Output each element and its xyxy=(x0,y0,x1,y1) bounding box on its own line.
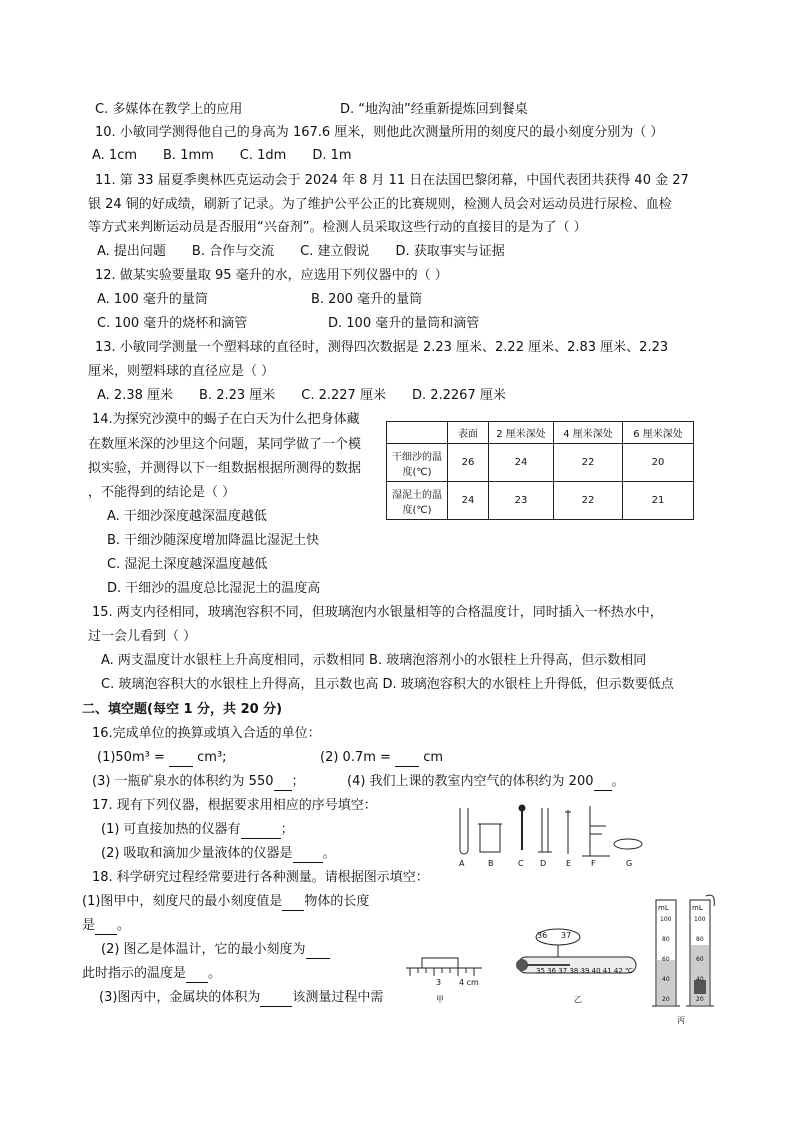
apparatus-label: E xyxy=(566,859,572,868)
question-16: 16.完成单位的换算或填入合适的单位： xyxy=(92,726,321,741)
question-11-options: A. 提出问题 B. 合作与交流 C. 建立假说 D. 获取事实与证据 xyxy=(97,244,505,259)
question-11-line1: 11. 第 33 届夏季奥林匹克运动会于 2024 年 8 月 11 日在法国巴黎闭幕，中国代表团共获得 40 金 27 xyxy=(95,173,689,188)
row-label: 湿泥土的温 度(℃) xyxy=(387,482,448,520)
cylinder-1-tick: 80 xyxy=(662,936,670,943)
question-12: 12. 做某实验要量取 95 毫升的水，应选用下列仪器中的（ ） xyxy=(95,268,448,283)
cylinder-1-tick: 40 xyxy=(662,976,670,983)
table-header-cell: 4 厘米深处 xyxy=(554,422,623,444)
question-13-line1: 13. 小敏同学测量一个塑料球的直径时，测得四次数据是 2.23 厘米、2.22 厘米、2.83 厘米、2.23 xyxy=(95,340,669,355)
figure-label-jia: 甲 xyxy=(436,995,444,1004)
table-cell: 26 xyxy=(448,444,489,482)
table-cell: 24 xyxy=(448,482,489,520)
apparatus-label: C xyxy=(518,859,524,868)
table-header-cell: 2 厘米深处 xyxy=(489,422,554,444)
figure-label-yi: 乙 xyxy=(574,995,582,1004)
evaporating-dish-icon xyxy=(614,839,642,849)
table-header-cell: 表面 xyxy=(448,422,489,444)
test-tube-icon xyxy=(460,808,468,854)
apparatus-label: A xyxy=(459,859,465,868)
question-16-4: (4) 我们上课的教室内空气的体积约为 200 。 xyxy=(347,774,625,789)
row-label: 干细沙的温 度(℃) xyxy=(387,444,448,482)
question-17-2: (2) 吸取和滴加少量液体的仪器是 。 xyxy=(101,846,336,861)
thermometer-figure xyxy=(508,925,638,985)
question-18-3: (3)图丙中，金属块的体积为 该测量过程中需 xyxy=(99,990,384,1005)
apparatus-figure xyxy=(450,800,650,870)
question-11-line3: 等方式来判断运动员是否服用“兴奋剂”。检测人员采取这些行动的直接目的是为了（ ） xyxy=(88,220,587,235)
question-13-options: A. 2.38 厘米 B. 2.23 厘米 C. 2.227 厘米 D. 2.2267 厘米 xyxy=(97,388,506,403)
question-12-option-c: C. 100 毫升的烧杯和滴管 xyxy=(97,316,248,331)
answer-blank[interactable] xyxy=(306,944,330,959)
answer-blank[interactable] xyxy=(95,920,117,935)
thermometer-zoom-label: 36 xyxy=(537,931,548,940)
table-cell: 22 xyxy=(554,444,623,482)
table-cell: 22 xyxy=(554,482,623,520)
table-header-cell xyxy=(387,422,448,444)
cylinder-unit: mL xyxy=(692,904,703,912)
cylinder-1-tick: 20 xyxy=(662,996,670,1003)
iron-stand-icon xyxy=(582,806,610,856)
cylinder-unit: mL xyxy=(658,904,669,912)
question-12-option-a: A. 100 毫升的量筒 xyxy=(97,292,208,307)
question-13-line2: 厘米，则塑料球的直径应是（ ） xyxy=(88,364,275,379)
question-14-line2: 在数厘米深的沙里这个问题，某同学做了一个模 xyxy=(88,437,362,452)
figure-label-bing: 丙 xyxy=(677,1016,685,1025)
cylinder-2-tick: 80 xyxy=(696,936,704,943)
question-18-1-cont: 是 。 xyxy=(82,918,131,933)
thermometer-zoom-label: 37 xyxy=(561,931,572,940)
question-18-1: (1)图甲中，刻度尺的最小刻度值是 物体的长度 xyxy=(82,894,370,909)
table-cell: 23 xyxy=(489,482,554,520)
dropper-icon xyxy=(565,810,571,854)
answer-blank[interactable] xyxy=(186,968,208,983)
question-14-line1: 14.为探究沙漠中的蝎子在白天为什么把身体藏 xyxy=(92,412,360,427)
answer-blank[interactable] xyxy=(594,776,612,791)
question-14-line4: ，不能得到的结论是（ ） xyxy=(88,485,236,500)
question-14-line3: 拟实验，并测得以下一组数据根据所测得的数据 xyxy=(88,461,362,476)
question-17: 17. 现有下列仪器，根据要求用相应的序号填空： xyxy=(92,798,377,813)
answer-blank[interactable] xyxy=(274,776,292,791)
table-header-cell: 6 厘米深处 xyxy=(623,422,694,444)
answer-blank[interactable] xyxy=(395,752,419,767)
graduated-cylinder-icon xyxy=(542,808,548,852)
question-12-option-b: B. 200 毫升的量筒 xyxy=(311,292,423,307)
question-14-option-c: C. 湿泥土深度越深温度越低 xyxy=(107,557,268,572)
answer-blank[interactable] xyxy=(260,992,292,1007)
section-2-heading: 二、填空题(每空 1 分，共 20 分) xyxy=(82,702,283,717)
table-cell: 24 xyxy=(489,444,554,482)
question-15-options-cd: C. 玻璃泡容积大的水银柱上升得高，且示数也高 D. 玻璃泡容积大的水银柱上升得低，但示数要低点 xyxy=(101,677,674,692)
apparatus-label: D xyxy=(540,859,547,868)
option-c-line: C. 多媒体在教学上的应用 xyxy=(95,102,243,117)
thermometer-scale: 35 36 37 38 39 40 41 42 ℃ xyxy=(536,967,633,975)
question-14-option-a: A. 干细沙深度越深温度越低 xyxy=(107,509,267,524)
table-row xyxy=(387,482,694,520)
answer-blank[interactable] xyxy=(282,896,304,911)
question-15-options-ab: A. 两支温度计水银柱上升高度相同，示数相同 B. 玻璃泡溶剂小的水银柱上升得高，但示数相同 xyxy=(101,653,647,668)
question-16-1: (1)50m³ = cm³; xyxy=(97,750,227,765)
cylinder-2-tick: 60 xyxy=(696,956,704,963)
cylinder-2-tick: 20 xyxy=(696,996,704,1003)
question-18-2-cont: 此时指示的温度是 。 xyxy=(82,966,222,981)
question-10-options: A. 1cm B. 1mm C. 1dm D. 1m xyxy=(92,148,352,163)
question-15-line1: 15. 两支内径相同，玻璃泡容积不同，但玻璃泡内水银量相等的合格温度计，同时插入一杯热水中， xyxy=(92,605,663,620)
question-11-line2: 银 24 铜的好成绩，刷新了记录。为了维护公平公正的比赛规则，检测人员会对运动员进行尿检、血检 xyxy=(88,197,672,212)
apparatus-label: F xyxy=(591,859,596,868)
ruler-tick-label: 4 cm xyxy=(459,978,479,987)
temperature-table xyxy=(386,421,694,520)
cylinder-1-tick: 60 xyxy=(662,956,670,963)
question-12-option-d: D. 100 毫升的量筒和滴管 xyxy=(328,316,480,331)
cylinder-2-tick: 100 xyxy=(694,916,706,923)
question-16-3: (3) 一瓶矿泉水的体积约为 550 ； xyxy=(92,774,305,789)
table-row xyxy=(387,444,694,482)
table-cell: 21 xyxy=(623,482,694,520)
question-10: 10. 小敏同学测得他自己的身高为 167.6 厘米，则他此次测量所用的刻度尺的最小刻度分别为（ ） xyxy=(95,125,664,140)
question-14-option-d: D. 干细沙的温度总比湿泥土的温度高 xyxy=(107,581,321,596)
question-16-2: (2) 0.7m = cm xyxy=(320,750,444,765)
question-18: 18. 科学研究过程经常要进行各种测量。请根据图示填空： xyxy=(92,870,429,885)
dropper-bulb-icon xyxy=(519,805,525,811)
answer-blank[interactable] xyxy=(241,824,281,839)
table-cell: 20 xyxy=(623,444,694,482)
beaker-icon xyxy=(480,824,500,852)
question-18-2: (2) 图乙是体温计，它的最小刻度为 xyxy=(101,941,330,959)
apparatus-label: G xyxy=(626,859,633,868)
ruler-tick-label: 3 xyxy=(436,978,442,987)
answer-blank[interactable] xyxy=(293,848,323,863)
option-d-line: D. “地沟油”经重新提炼回到餐桌 xyxy=(340,102,528,117)
question-17-1: (1) 可直接加热的仪器有 ； xyxy=(101,822,294,837)
apparatus-label: B xyxy=(488,859,494,868)
question-15-line2: 过一会儿看到（ ） xyxy=(88,629,197,644)
question-14-option-b: B. 干细沙随深度增加降温比湿泥土快 xyxy=(107,533,320,548)
cylinder-2-tick: 40 xyxy=(696,976,704,983)
cylinder-1-tick: 100 xyxy=(660,916,672,923)
answer-blank[interactable] xyxy=(169,752,193,767)
